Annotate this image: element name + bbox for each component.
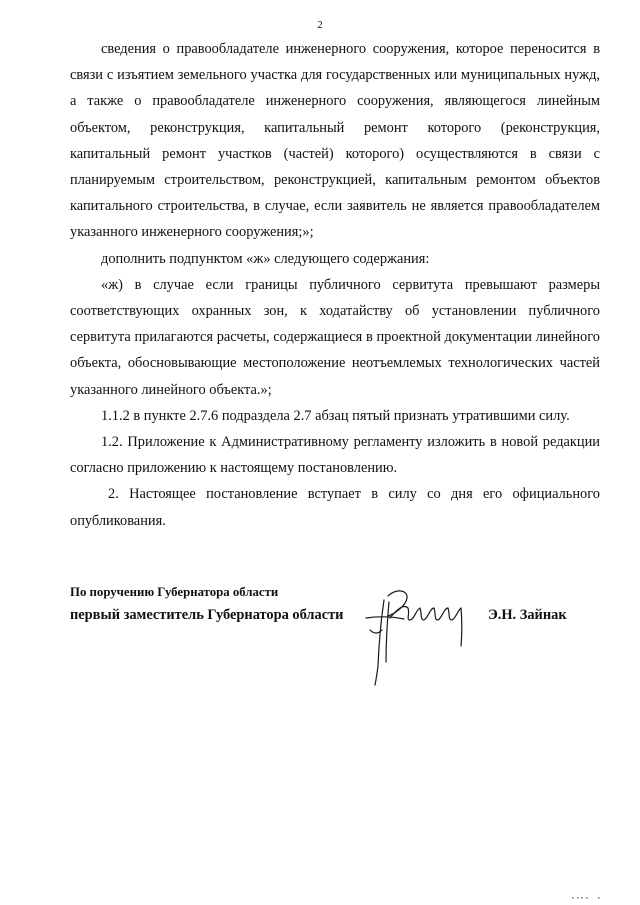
document-body	[70, 36, 600, 534]
paragraph-1-2: 1.2. Приложение к Административному регламенту изложить в новой редакции согласно приложению к настоящему постановлению.	[70, 434, 600, 477]
paragraph-engineering-structure-info: сведения о правообладателе инженерного сооружения, которое переносится в связи с изъятием земельного участка для государственных или муниципальных нужд, а также о правообладателе инженерного сооружения, являющегося линейным объектом, реконструкция, капитальный ремонт которого (реконструкция, капитальный ремонт участков (частей) которого) осуществляются в связи с планируемым строительством, реконструкцией, капитальным ремонтом объектов капитального строительства, в случае, если заявитель не является правообладателем указанного инженерного сооружения;»;	[70, 41, 600, 241]
paragraph-1-1-2: 1.1.2 в пункте 2.7.6 подраздела 2.7 абзац пятый признать утратившими силу.	[101, 407, 570, 424]
paragraph-2-effective-date: 2. Настоящее постановление вступает в силу со дня его официального опубликования.	[70, 486, 600, 529]
signatory-name: Э.Н. Зайнак	[488, 607, 567, 623]
page-number: 2	[317, 19, 323, 31]
paragraph-subclause-zh-text: «ж) в случае если границы публичного сервитута превышают размеры соответствующих охранных зон, к ходатайству об установлении публичного сервитута прилагаются расчеты, содержащиеся в проектной документации линейного объекта, обосновывающие местоположение неотъемлемых технологических частей указанного линейного объекта.»;	[70, 276, 600, 398]
signatory-authority: По поручению Губернатора области	[70, 585, 279, 599]
signatory-position: первый заместитель Губернатора области	[70, 607, 344, 623]
signature-block	[70, 584, 600, 704]
handwritten-signature	[362, 584, 474, 688]
paragraph-add-subclause-zh: дополнить подпунктом «ж» следующего содержания:	[101, 250, 430, 267]
scan-artifact	[572, 896, 612, 900]
